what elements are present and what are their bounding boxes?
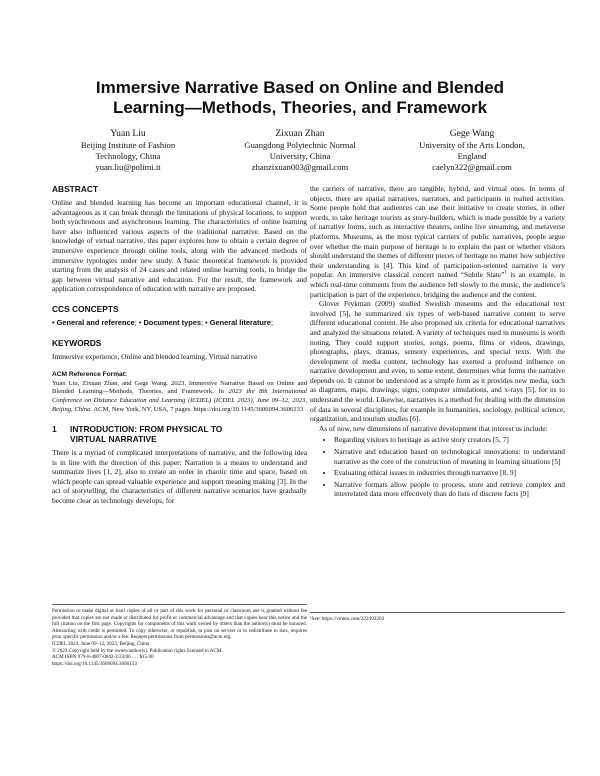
introduction-text: There is a myriad of complicated interpretations of narrative, and the following idea is in line with the direction of this paper: Narration is a means to understand and summarize lives [1, 2], also to create an order in chaotic time and space, based on which people can spread valuable experience and support meaning making [3]. In the act of storytelling, the characteristics of different narrative scenarios have gradually become clear as technology develops, for bbox=[52, 448, 307, 506]
ccs-heading: CCS CONCEPTS bbox=[52, 303, 119, 314]
bullet-list bbox=[310, 435, 565, 499]
author-2 bbox=[214, 127, 386, 173]
permission-notice: Permission to make digital or hard copies of all or part of this work for personal or classroom use is granted without fee provided that copies are not made or distributed for profit or commercial advantage and that copies bear this notice and the full citation on the first page. Copyrights for components of this work owned by others than the author(s) must be honored. Abstracting with credit is permitted. To copy otherwise, or republish, to post on servers or to redistribute to lists, requires prior specific permission and/or a fee. Request permissions from permissions@acm.org. bbox=[52, 608, 307, 641]
keywords-section bbox=[52, 338, 307, 362]
section-number: 1 bbox=[52, 424, 57, 435]
author-email[interactable]: zhanzixuan003@gmail.com bbox=[251, 162, 349, 172]
footnote-marker[interactable]: 1 bbox=[504, 270, 507, 276]
paragraph: Glover Frykman (2009) studied Swedish museums and the educational text involved [5], he summarized six types of web-based narrative content to serve different educational content. He also proposed six criteria for educational narratives and analyzed the situations related. A variety of techniques used in museums is worth noting, They could support stories, songs, poems, films or videos, drawings, photographs, plays, dramas, sensory experiences, and special texts. With the development of media content, technology has exerted a profound influence on narrative development and even, to some extent, determines what forms the narrative depends on. It cannot be understood as a simple form as it provides new media, such as diagrams, maps, drawings, signs, computer simulations, and x-rays [5], for us to understand the world. Likewise, narratives is a method for dealing with the dimension of data in several disciplines, for example in humanities, sociology, political science, organization, and tourism studies [6]. bbox=[310, 299, 565, 424]
author-email[interactable]: caelyn322@gmail.com bbox=[432, 162, 512, 172]
author-1 bbox=[42, 127, 214, 173]
list-item: • Regarding visitors to heritage as active story creators [5, 7] bbox=[334, 435, 565, 445]
ccs-separator: ; • bbox=[200, 317, 210, 327]
introduction-heading bbox=[52, 424, 307, 444]
copyright-line: © 2023 Copyright held by the owner/author(s). Publication rights licensed to ACM. bbox=[52, 647, 223, 654]
author-3 bbox=[386, 127, 558, 173]
right-column bbox=[310, 184, 565, 501]
author-affiliation: England bbox=[457, 151, 487, 161]
ccs-concept: Document types bbox=[143, 317, 201, 327]
author-block bbox=[42, 127, 558, 173]
keywords-heading: KEYWORDS bbox=[52, 337, 102, 348]
author-affiliation: University, China bbox=[269, 151, 331, 161]
paragraph-body: the carriers of narrative, there are tangible, hybrid, and virtual ones. In terms of objects, there are spatial narratives, narrators, and participants in realted activities. Some people hold that audiences can use their initiative to create stories, in other words, to take heritage tourists as story-builders, which is made possible by a variety of narrative forms, such as interactive theaters, online live streaming, and metaverse platforms. Museums, as the most typical carriers of public narratives, people argue over whether the main purpose of heritage is to explain the past or whether visitors should understand the themes of different pieces of heritage no matter how subjective their understanding is [4]. This kind of participation-oriented narrative is very popular. An immersive classical concert named “Subtle State” bbox=[310, 184, 565, 280]
author-affiliation: Guangdong Polytechnic Normal bbox=[244, 140, 356, 150]
isbn-line: ACM ISBN 979-8-4007-0042-2/23/06 . . . $15.00 bbox=[52, 654, 154, 661]
footnote: ¹See: https://vimeo.com/222493203 bbox=[310, 612, 565, 623]
permission-block bbox=[52, 604, 307, 667]
reference-label: ACM Reference Format: bbox=[52, 371, 128, 379]
author-name: Gege Wang bbox=[449, 128, 495, 139]
ccs-concept: General literature bbox=[209, 317, 271, 327]
abstract-heading: ABSTRACT bbox=[52, 184, 99, 194]
paragraph-tail: is an example, in which real-time comments from the audience fell slowly to the music, the audience’s participation is part of the experience, bridging the audience and the content. bbox=[310, 270, 565, 299]
heading-line: VIRTUAL NARRATIVE bbox=[70, 434, 157, 445]
reference-venue: 2023 the 8th International Conference on Distance Education and Learning (ICDEL) (ICDEL 2023), June 09–12, 2023, Beijing, China. bbox=[52, 388, 308, 413]
author-affiliation: University of the Arts London, bbox=[419, 140, 525, 150]
author-affiliation: Technology, China bbox=[95, 151, 161, 161]
doi-link[interactable]: https://doi.org/10.1145/3606094.3606133 bbox=[52, 660, 137, 667]
list-item: • Narrative and education based on technological innovations: to understand narrative as the core of the construction of meaning in learning situations [5] bbox=[334, 447, 565, 466]
paragraph bbox=[310, 184, 565, 299]
list-item: • Narrative formats allow people to process, store and retrieve complex and interrelated data more effectively than do lists of discrete facts [9] bbox=[334, 480, 565, 499]
author-affiliation: Beijing Institute of Fashion bbox=[80, 140, 176, 150]
author-email[interactable]: yuan.liu@polimi.it bbox=[95, 162, 161, 172]
paper-title: Immersive Narrative Based on Online and Blended Learning—Methods, Theories, and Framework bbox=[95, 78, 505, 117]
keywords-text: Immersive experience, Online and blended learning, Virtual narrative bbox=[52, 351, 258, 361]
abstract-text: Online and blended learning has become an important educational channel, it is advantageous as it can break through the limitations of physical locations, to support both synchronous and asynchronous learning. The characteristics of online learning have also influenced various aspects of the traditional narrative. Based on the knowledge of virtual narrative, this paper explores how to obtain a certain degree of immersive experience through online tools, along with the advanced methods of immersive typologies under new study. A basic theoretical framework is provided starting from the analysis of 24 cases and related online learning tools, to bridge the gap between virtual narrative and education. For the result, the framework and application correspondence of education with narrative are proposed. bbox=[52, 198, 307, 294]
introduction-section bbox=[52, 424, 307, 506]
acm-reference bbox=[52, 371, 307, 414]
reference-authors: Yuan Liu, Zixuan Zhan, and Gege Wang. 2023. Immersive Narrative Based on Online and Blended Learning—Methods, Theories, and Framework. In bbox=[52, 379, 307, 396]
author-name: Zixuan Zhan bbox=[275, 128, 325, 139]
left-column bbox=[52, 184, 307, 506]
ccs-concepts: • General and reference; • Document types; • General literature; bbox=[52, 317, 273, 327]
author-name: Yuan Liu bbox=[110, 128, 146, 139]
ccs-end: ; bbox=[270, 317, 273, 327]
heading-line: INTRODUCTION: FROM PHYSICAL TO bbox=[70, 424, 223, 435]
list-item: • Evaluating ethical issues in industries through narrative [8, 9] bbox=[334, 468, 565, 478]
ccs-section bbox=[52, 304, 307, 328]
conference-line: ICDEL 2023, June 09–12, 2023, Beijing, China bbox=[52, 640, 150, 647]
ccs-concept: General and reference bbox=[56, 317, 135, 327]
paragraph: As of now, new dimensions of narrative development that interest us include: bbox=[319, 423, 548, 433]
reference-tail[interactable]: ACM, New York, NY, USA, 7 pages. https://doi.org/10.1145/3606094.3606133 bbox=[92, 405, 304, 413]
ccs-separator: ; • bbox=[134, 317, 144, 327]
